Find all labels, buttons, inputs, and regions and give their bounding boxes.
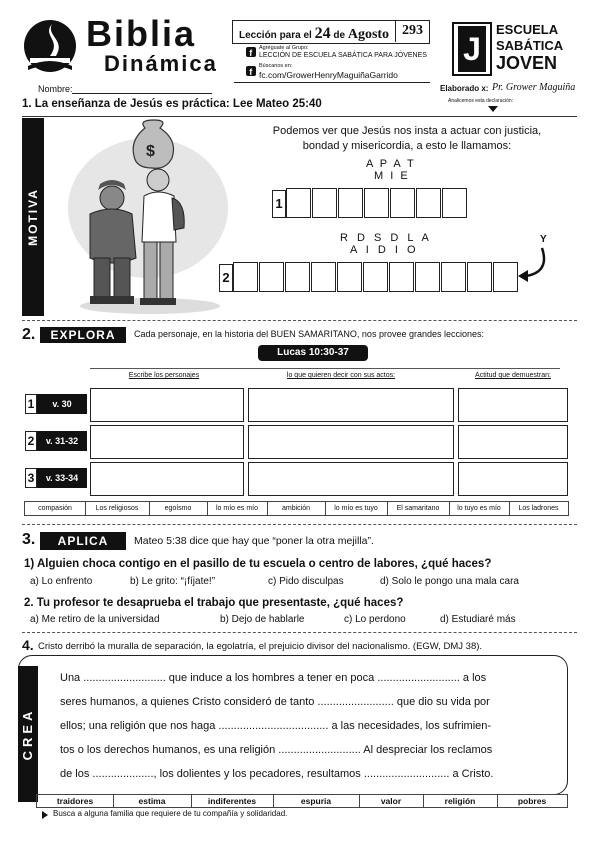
option-2c[interactable]: c) Lo perdono: [344, 614, 406, 625]
word-bank-item: ambición: [267, 502, 326, 515]
fill-line[interactable]: de los ...................., los dolientes y los pecadores, resultamos ............................ a Cristo.: [60, 768, 494, 780]
section4-quote: Cristo derribó la muralla de separación, la egolatría, el prejuicio divisor del nacionalismo. (EGW, DMJ 38).: [38, 641, 483, 652]
letter-box[interactable]: [442, 188, 467, 218]
section2-bottom-divider: [22, 524, 577, 525]
section2-intro: Cada personaje, en la historia del BUEN SAMARITANO, nos provee grandes lecciones:: [134, 329, 485, 339]
word-bank-item: lo tuyo es mío: [449, 502, 510, 515]
option-1c[interactable]: c) Pido disculpas: [268, 576, 344, 587]
scramble1-bottom: M I E: [374, 170, 410, 182]
letter-box[interactable]: [389, 262, 414, 292]
attitude-field[interactable]: [458, 388, 568, 422]
svg-text:$: $: [146, 143, 155, 160]
letter-box[interactable]: [338, 188, 363, 218]
section4-number: 4.: [22, 637, 34, 653]
col2-header: lo que quieren decir con sus actos:: [286, 372, 396, 379]
meaning-field[interactable]: [248, 388, 454, 422]
section1-title: 1. La enseñanza de Jesús es práctica: Lee Mateo 25:40: [22, 98, 322, 110]
word-bank-item: Los ladrones: [518, 505, 559, 512]
word-bank-item: compasión: [25, 502, 86, 515]
attitude-field[interactable]: [458, 425, 568, 459]
lesson-day: 24: [314, 25, 331, 42]
page-label: Búscanos en:: [259, 63, 293, 69]
name-line: [72, 93, 212, 94]
letter-box[interactable]: [259, 262, 284, 292]
analizamos-label: Analicemos esta declaración:: [448, 98, 514, 104]
section1-divider: [22, 116, 577, 117]
scramble1-top: A P A T: [366, 158, 416, 170]
group-label: Agréguate al Grupo:: [259, 45, 309, 51]
letter-box[interactable]: [285, 262, 310, 292]
meaning-field[interactable]: [248, 425, 454, 459]
school-line3: JOVEN: [496, 53, 558, 73]
option-1b[interactable]: b) Le grito: “¡fíjate!”: [130, 576, 216, 587]
elaborado-label: Elaborado x:: [440, 84, 489, 93]
section3-intro: Mateo 5:38 dice que hay que “poner la otra mejilla”.: [134, 535, 374, 547]
verse-label: v. 30: [37, 394, 87, 414]
section2-title: EXPLORA: [40, 327, 126, 343]
letter-box[interactable]: [493, 262, 518, 292]
verse-label: v. 33-34: [37, 468, 87, 488]
word-bank-item: El samaritano: [387, 502, 450, 515]
word-bank-item: estima: [113, 795, 192, 807]
word-bank-item: indiferentes: [191, 795, 274, 807]
word-bank-item: religión: [423, 795, 498, 807]
letter-box[interactable]: [390, 188, 415, 218]
section3-bottom-divider: [22, 632, 577, 633]
crea-label: CREA: [20, 707, 35, 761]
letter-box[interactable]: [312, 188, 337, 218]
option-2d[interactable]: d) Estudiaré más: [440, 614, 516, 625]
connector-label: Y: [540, 234, 547, 245]
author-signature: Pr. Grower Maguiña: [492, 82, 576, 93]
group-name: LECCIÓN DE ESCUELA SABÁTICA PARA JÓVENES: [259, 52, 427, 59]
svg-text:f: f: [249, 48, 253, 57]
lesson-prefix: Lección para el: [239, 30, 312, 41]
footer-note: Busca a alguna familia que requiere de tu compañía y solidaridad.: [53, 809, 288, 818]
row2-number: 2: [219, 264, 233, 292]
row-number: 2: [25, 431, 37, 451]
logo-subtitle: Dinámica: [104, 51, 218, 76]
passage-badge: Lucas 10:30-37: [258, 345, 368, 361]
lesson-month: Agosto: [347, 27, 390, 42]
fill-line[interactable]: ellos; una religión que nos haga .................................... a las necesidades, los sufrimien-: [60, 720, 492, 732]
curved-arrow-icon: [512, 246, 552, 286]
logo-title: Biblia: [86, 13, 197, 54]
verse-label: v. 31-32: [37, 431, 87, 451]
fill-line[interactable]: Una ........................... que induce a los hombres a tener en poca ........................... a los: [60, 672, 487, 684]
meaning-field[interactable]: [248, 462, 454, 496]
section3-number: 3.: [22, 531, 36, 548]
church-logo-icon: [22, 16, 78, 80]
motiva-label: MOTIVA: [26, 188, 40, 246]
school-logo-letter: J: [458, 26, 486, 72]
word-bank-item: lo mío es tuyo: [325, 502, 388, 515]
col1-header: Escribe los personajes: [128, 372, 200, 379]
letter-box[interactable]: [311, 262, 336, 292]
section1-intro: Podemos ver que Jesús nos insta a actuar con justicia, bondad y misericordia, a esto le llamamos:: [272, 125, 542, 152]
school-line1: ESCUELA: [496, 22, 559, 37]
name-label: Nombre:: [38, 84, 73, 94]
row1-number: 1: [272, 190, 286, 218]
word-bank-item: espuria: [273, 795, 360, 807]
svg-text:f: f: [249, 67, 253, 76]
section2-number: 2.: [22, 326, 36, 343]
fill-line[interactable]: seres humanos, a quienes Cristo consideró de tanto ......................... que dio su vida por: [60, 696, 490, 708]
page-url[interactable]: fc.com/GrowerHenryMaguiñaGarrido: [259, 70, 398, 80]
facebook-icon: [246, 47, 256, 57]
letter-box[interactable]: [416, 188, 441, 218]
arrow-down-icon: [488, 106, 498, 112]
motiva-sidebar: [22, 118, 44, 316]
school-line2: SABÁTICA: [496, 38, 564, 53]
word-bank-explora: [24, 501, 569, 516]
section1-bottom-divider: [22, 320, 577, 321]
word-bank-crea: [36, 794, 568, 808]
table-header-line: [90, 368, 560, 369]
letter-box[interactable]: [286, 188, 311, 218]
lesson-number: 293: [395, 20, 429, 42]
letter-box[interactable]: [233, 262, 258, 292]
characters-field[interactable]: [90, 462, 244, 496]
lesson-box: [232, 20, 430, 44]
option-1d[interactable]: d) Solo le pongo una mala cara: [380, 576, 519, 587]
characters-field[interactable]: [90, 425, 244, 459]
section3-title: APLICA: [40, 532, 126, 550]
attitude-field[interactable]: [458, 462, 568, 496]
letter-box[interactable]: [441, 262, 466, 292]
question-2: 2. Tu profesor te desaprueba el trabajo que presentaste, ¿qué haces?: [24, 597, 404, 609]
fill-line[interactable]: tos o los derechos humanos, es una religión ........................... Al despreciar los reclamos: [60, 744, 493, 756]
crea-sidebar: [18, 666, 38, 802]
letter-box[interactable]: [467, 262, 492, 292]
row-number: 1: [25, 394, 37, 414]
word-bank-item: traidores: [37, 795, 114, 807]
letter-box[interactable]: [337, 262, 362, 292]
lesson-de: de: [333, 30, 346, 41]
facebook-page-icon: [246, 66, 256, 76]
characters-field[interactable]: [90, 388, 244, 422]
question-1: 1) Alguien choca contigo en el pasillo de tu escuela o centro de labores, ¿qué haces?: [24, 558, 492, 570]
letter-box[interactable]: [415, 262, 440, 292]
word-bank-item: egoísmo: [149, 502, 208, 515]
option-2a[interactable]: a) Me retiro de la universidad: [30, 614, 160, 625]
col3-header: Actitud que demuestran:: [475, 372, 551, 379]
row-number: 3: [25, 468, 37, 488]
option-2b[interactable]: b) Dejo de hablarle: [220, 614, 305, 625]
word-bank-item: Los religiosos: [85, 502, 150, 515]
scramble2-top: R D S D L A: [340, 232, 432, 244]
bullet-arrow-icon: [42, 811, 48, 819]
letter-box[interactable]: [363, 262, 388, 292]
scramble2-bottom: A I D I O: [350, 244, 419, 256]
school-logo-icon: [452, 22, 492, 76]
letter-box[interactable]: [364, 188, 389, 218]
word-bank-item: lo mío es mío: [207, 502, 268, 515]
word-bank-item: pobres: [517, 796, 547, 806]
word-bank-item: valor: [359, 795, 424, 807]
option-1a[interactable]: a) Lo enfrento: [30, 576, 93, 587]
